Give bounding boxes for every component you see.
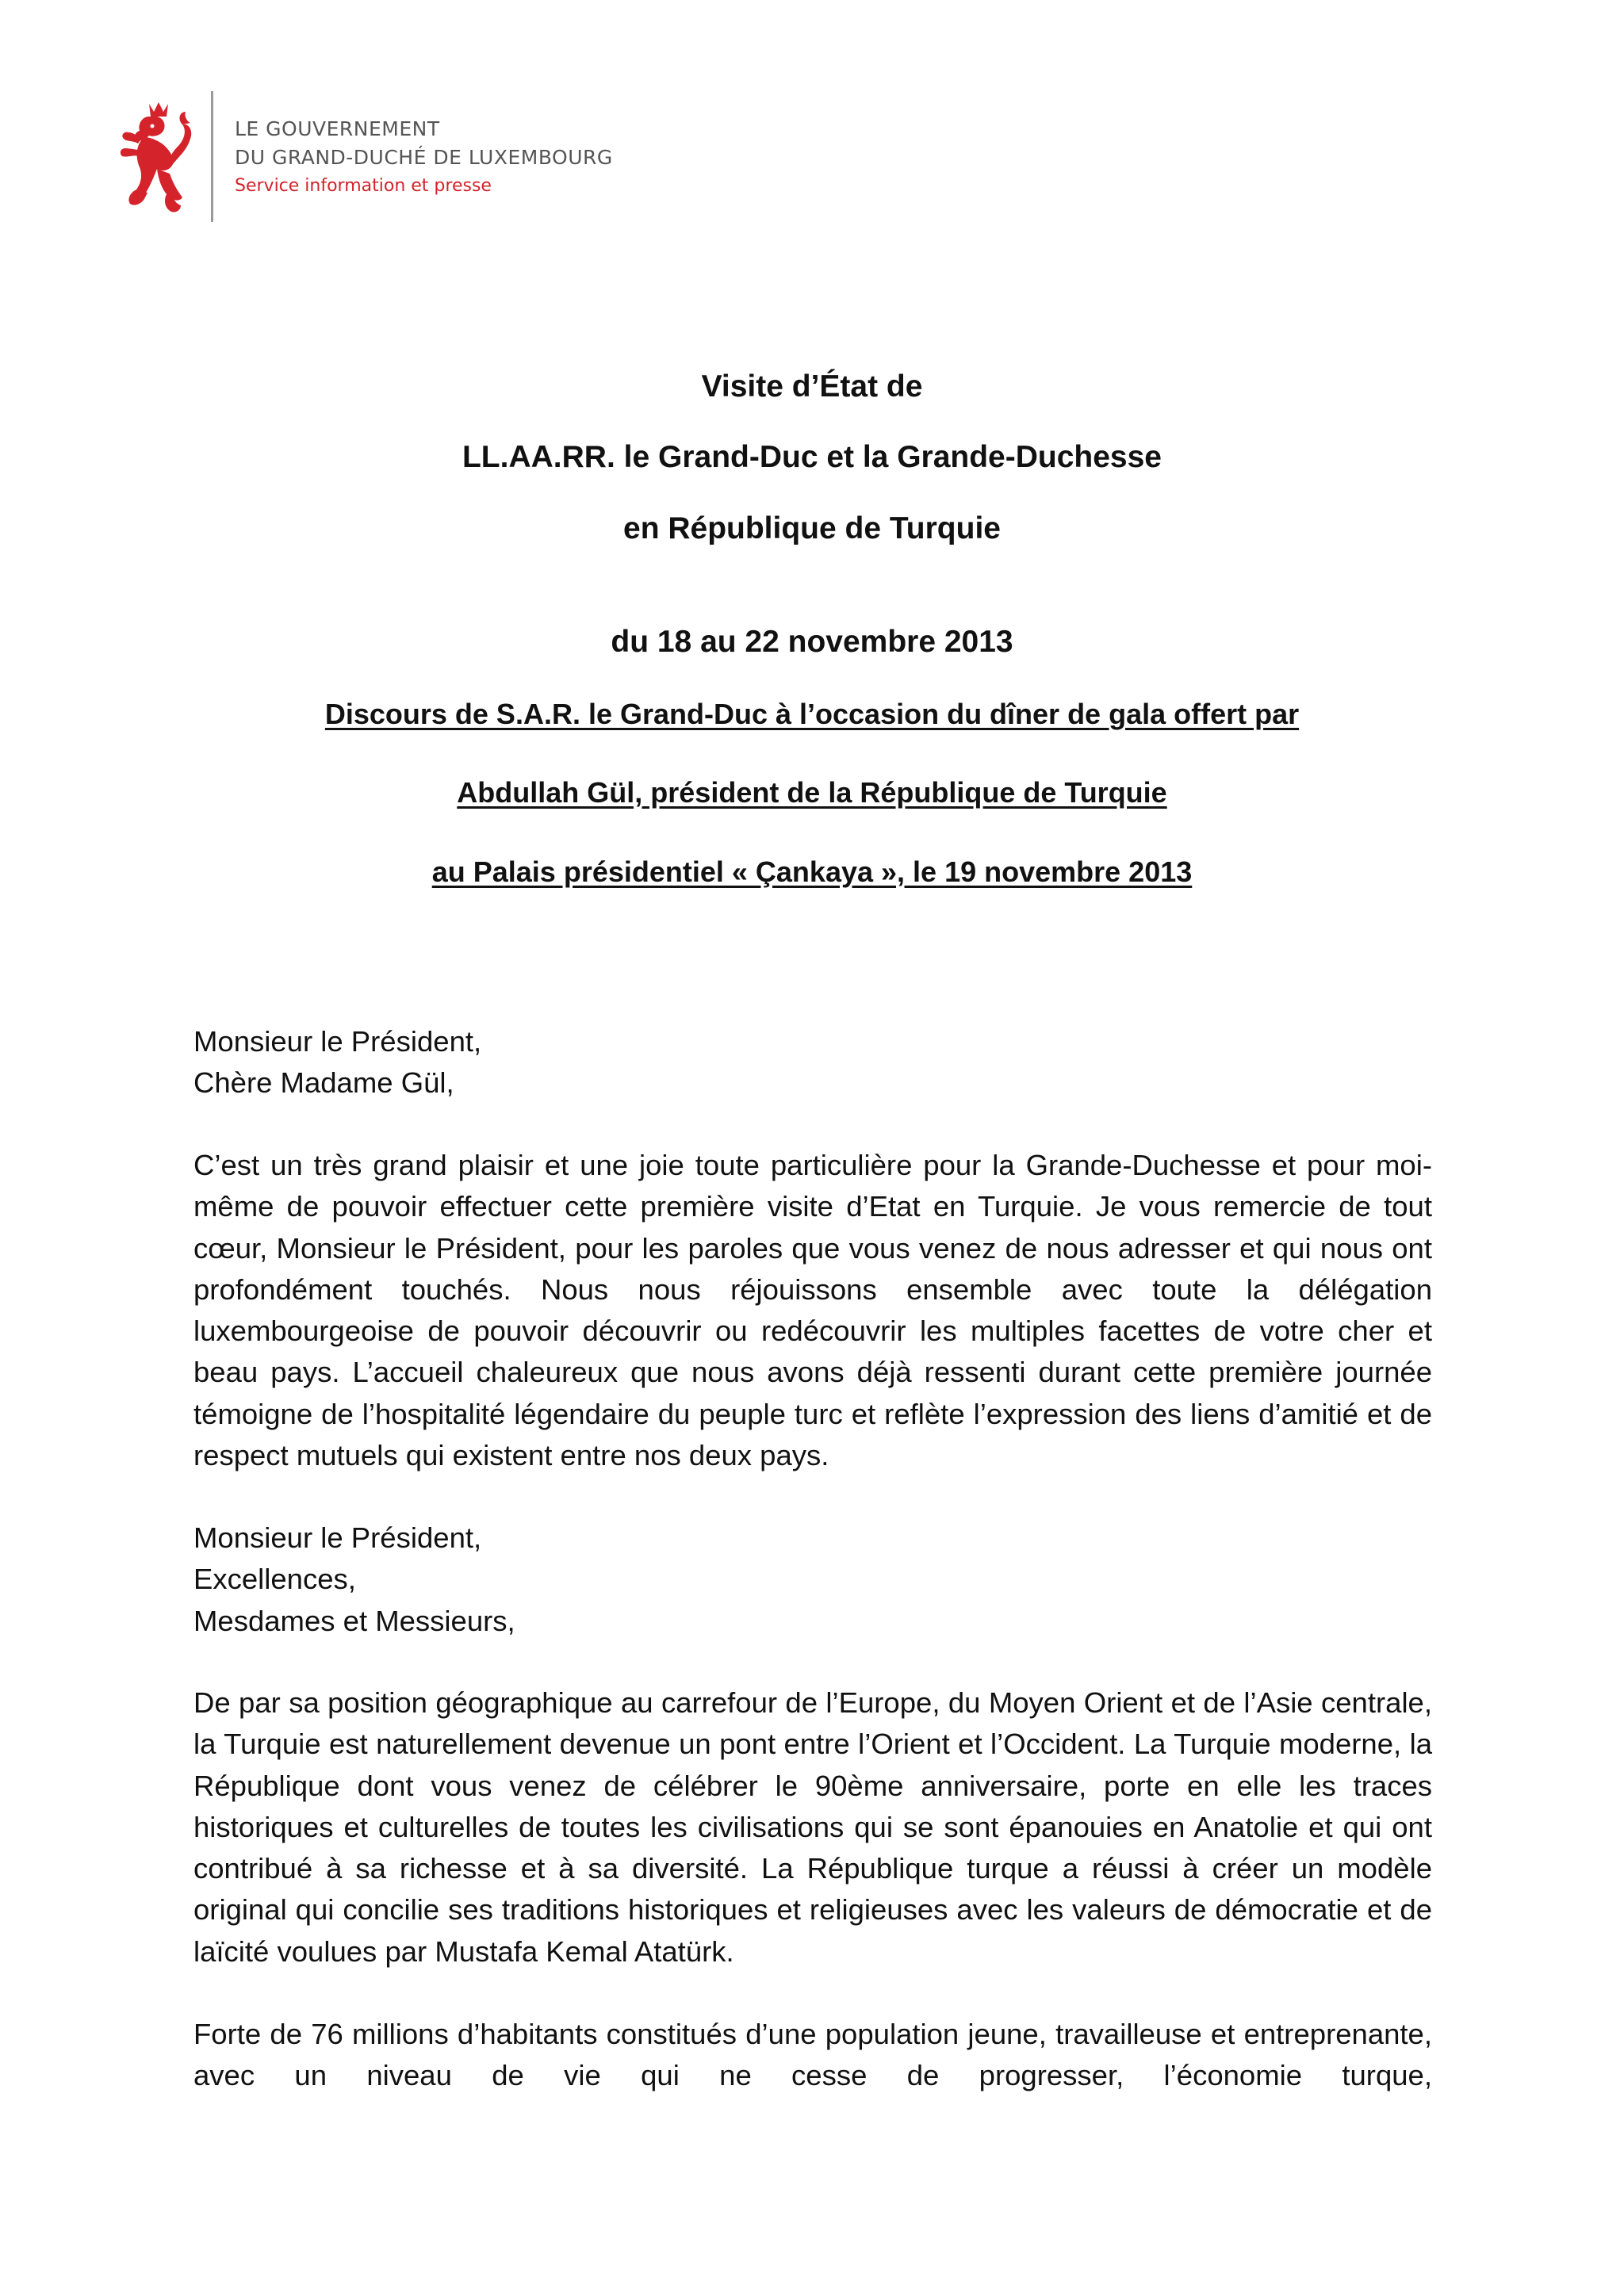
paragraph-2 [193, 1682, 1432, 1973]
letterhead [111, 91, 666, 222]
salutation-2 [193, 1517, 1432, 1642]
letterhead-divider [211, 91, 213, 222]
letterhead-line-1: LE GOUVERNEMENT [235, 117, 440, 140]
title-line-1: Visite d’État de [701, 369, 923, 404]
salutation-2-line-2: Excellences, [193, 1563, 356, 1596]
paragraph-1-text: C’est un très grand plaisir et une joie toute particulière pour la Grande-Duchesse et pour moi-même de pouvoir effectuer cette première visite d’Etat en Turquie. Je vous remercie de tout cœur, Monsieur le Président, pour les paroles que vous venez de nous adresser et qui nous ont profondément touchés. Nous nous réjouissons ensemble avec toute la délégation luxembourgeoise de pouvoir découvrir ou redécouvrir les multiples facettes de votre cher et beau pays. L’accueil chaleureux que nous avons déjà ressenti durant cette première journée témoigne de l’hospitalité légendaire du peuple turc et reflète l’expression des liens d’amitié et de respect mutuels qui existent entre nos deux pays. [193, 1149, 1432, 1472]
red-lion-icon [117, 101, 197, 216]
subtitle-line-1: Discours de S.A.R. le Grand-Duc à l’occasion du dîner de gala offert par [324, 698, 1300, 730]
paragraph-1 [193, 1145, 1432, 1476]
paragraph-3-text: Forte de 76 millions d’habitants constitués d’une population jeune, travailleuse et entreprenante, avec un niveau de vie qui ne cesse de progresser, l’économie turque, [193, 2018, 1432, 2092]
salutation-2-line-1: Monsieur le Président, [193, 1521, 482, 1554]
letterhead-line-2: DU GRAND-DUCHÉ DE LUXEMBOURG [235, 146, 613, 169]
paragraph-2-text: De par sa position géographique au carrefour de l’Europe, du Moyen Orient et de l’Asie centrale, la Turquie est naturellement devenue un pont entre l’Orient et l’Occident. La Turquie moderne, la République dont vous venez de célébrer le 90ème anniversaire, porte en elle les traces historiques et culturelles de toutes les civilisations qui se sont épanouies en Anatolie et qui ont contribué à sa richesse et à sa diversité. La République turque a réussi à créer un modèle original qui concilie ses traditions historiques et religieuses avec les valeurs de démocratie et de laïcité voulues par Mustafa Kemal Atatürk. [193, 1686, 1432, 1968]
salutation-1-line-2: Chère Madame Gül, [193, 1066, 454, 1100]
subtitle-line-2: Abdullah Gül, président de la République de Turquie [457, 776, 1167, 809]
subtitle-line-3: au Palais présidentiel « Çankaya », le 19 novembre 2013 [431, 855, 1193, 888]
letterhead-line-3: Service information et presse [235, 176, 492, 196]
title-line-2: LL.AA.RR. le Grand-Duc et la Grande-Duchesse [462, 440, 1162, 474]
salutation-2-line-3: Mesdames et Messieurs, [193, 1604, 515, 1637]
letterhead-text [235, 115, 613, 201]
salutation-1 [193, 1021, 1432, 1104]
title-line-3: en République de Turquie [623, 511, 1001, 545]
paragraph-3 [193, 2014, 1432, 2097]
salutation-1-line-1: Monsieur le Président, [193, 1025, 482, 1058]
title-dates: du 18 au 22 novembre 2013 [611, 625, 1013, 659]
